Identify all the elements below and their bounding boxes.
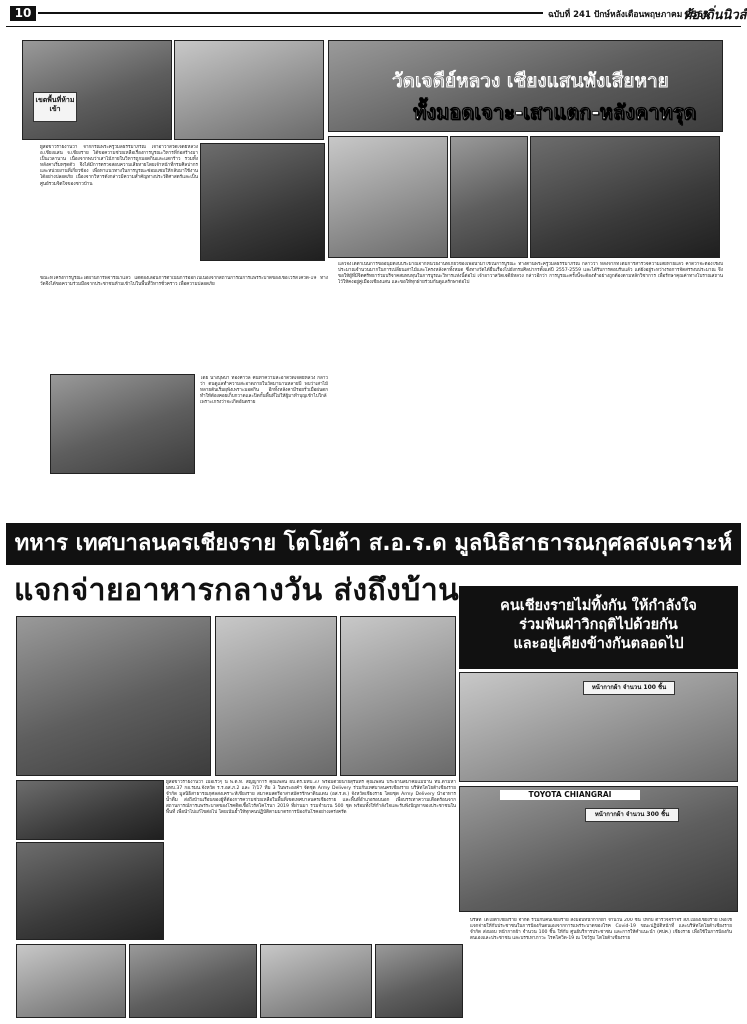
photo-group-donation	[340, 616, 456, 776]
quote-line2: ร่วมฟันฝ่าวิกฤติไปด้วยกัน	[519, 617, 678, 633]
photo-chedi	[450, 136, 528, 258]
photo-bottom-1	[16, 944, 126, 1018]
photo-soldiers-preparing-food	[16, 616, 211, 776]
board-bottom: หน้ากากผ้า จำนวน 300 ชิ้น	[585, 808, 679, 822]
photo-bottom-2	[129, 944, 257, 1018]
quote-box	[459, 586, 738, 669]
header-rule	[38, 12, 543, 14]
headline-line1: วัดเจดีย์หลวง เชียงแสนพังเสียหาย	[392, 70, 669, 92]
story-body: ผู้สื่อข่าวรายงานว่า เมื่อเร็วๆ นี้ พ.ต.ท. สัญญาการ คุณเพลิน ผบ.ตร.มทบ.37 พร้อมด้วยนายสุรินทร์ คุณเพลิน ประธานสมาคมแม่บ้าน ทบ.ตามหา มทบ.37 กอ.รมน.จังหวัด ร.ร.อส.ภ.2 และ 7/17 ทีม 3 ในพระองค์ฯ จัดชุด Army Delivery ร่วมกับเทศบาลนครเชียงราย บริษัทโตโยต้าเชียงราย จำกัด มูลนิธิสาธารณกุศลสงเคราะห์เชียงราย สมาคมสตรีอาสาสมัครรักษาดินแดน (อส.ร.ด.) จังหวัดเชียงราย โดยชุด Army Delivery นำอาหาร น้ำดื่ม ส่งถึงบ้านเรือนของผู้ที่ต้องการความช่วยเหลือในพื้นที่เขตเทศบาลนครเชียงราย และพื้นที่อำเภอรอบนอก เพื่อบรรเทาความเดือดร้อนจากสถานการณ์การแพร่ระบาดของโรคติดเชื้อไวรัสโคโรนา 2019 ที่ผ่านมา รวมจำนวน 500 ชุด พร้อมทั้งให้กำลังใจและรับฟังปัญหาของประชาชนในพื้นที่ เพื่อนำไปแก้ไขต่อไป โดยเน้นย้ำให้ทุกคนปฏิบัติตามมาตรการป้องกันโรคอย่างเคร่งครัด	[166, 780, 456, 816]
board-top: หน้ากากผ้า จำนวน 100 ชิ้น	[583, 681, 675, 695]
photo-officer-with-bottles	[215, 616, 337, 776]
handover-caption: บริษัท โตโยต้าเชียงราย จำกัด ร่วมกับคนเชียงราย ส่งมอบหน้ากากผ้า จำนวน 200 ชิ้น ให้กับ ตำรวจจราจร สภ.เมืองเชียงราย เพื่อใช้แจกจ่ายให้กับประชาชนในการป้องกันตนเองจากการแพร่ระบาดของโรค Covid-19 ขณะปฏิบัติหน้าที่ และบริษัทโตโยต้าเชียงราย จำกัด ส่งมอบ หน้ากากผ้า จำนวน 100 ชิ้น ให้กับ ศูนย์บริการประชาชน และการให้คำแนะนำ (ศปค.) เชียงราย เพื่อใช้ในการป้องกันตนเองและประชาชน และบรรเทาภาวะ โรคโควิด-19 ณ โชว์รูม โตโยต้าเชียงราย	[470, 918, 732, 942]
top-story-col1c: โดย นางบุษบา ทองคำวัล คนทำความสะอาดวัดเจดีย์หลวง กล่าวว่า ตนดูแลทำความสะอาดภายในวัดมานานหลายปี พบว่าเสาไม้หลายต้นเริ่มผุพังเพราะมอดกิน อีกทั้งหลังคามีรอยรั่วเมื่อฝนตก ทำให้ต้องคอยเก็บกวาดและปิดกั้นพื้นที่ไม่ให้ผู้มาทำบุญเข้าไปใกล้ เพราะเกรงว่าจะเกิดอันตราย	[200, 376, 328, 406]
photo-cleaner	[50, 374, 195, 474]
header-divider	[6, 26, 741, 27]
top-story-col1a: ผู้สื่อข่าวรายงานว่า จากกรณีพระครูวิมลธรรมาภรณ์ เจ้าอาวาสวัดเจดีย์หลวง อ.เชียงแสน จ.เชียงราย ได้ขอความช่วยเหลือเรื่องการบูรณะวิหารที่ก่อสร้างมาเป็นเวลานาน เนื่องจากพบว่าเสาไม้ภายในวิหารถูกมอดกินและแตกร้าว รวมทั้งหลังคาเริ่มทรุดตัว จึงได้มีการตรวจสอบความเสียหายโดยเจ้าหน้าที่กรมศิลปากรและหน่วยงานที่เกี่ยวข้อง เพื่อหาแนวทางในการบูรณะซ่อมแซมให้กลับมาใช้งานได้อย่างปลอดภัย เนื่องจากวิหารดังกล่าวมีความสำคัญทางประวัติศาสตร์และเป็นศูนย์รวมจิตใจของชาวบ้าน	[40, 145, 198, 187]
quote-line3: และอยู่เคียงข้างกันตลอดไป	[513, 636, 684, 652]
top-story-col2: แล้วจึงได้ดำเนินการขออนุมัติงบประมาณจากหน่วยงานที่เกี่ยวข้องเพื่อนำมาใช้ในการบูรณะ ทางด้านพระครูวิมลธรรมาภรณ์ กล่าวว่า หลังจากที่ได้มีการสำรวจความเสียหายแล้ว คาดว่าจะต้องใช้งบประมาณจำนวนมากในการเปลี่ยนเสาไม้และโครงหลังคาทั้งหมด ซึ่งทางวัดได้ยื่นเรื่องไปยังกรมศิลปากรตั้งแต่ปี 2557-2559 และได้รับการตอบรับแล้ว แต่ยังอยู่ระหว่างรอการจัดสรรงบประมาณ จึงขอให้ผู้ที่มีจิตศรัทธาร่วมบริจาคสมทบทุนในการบูรณะวิหารแห่งนี้ต่อไป เจ้าอาวาสวัดเจดีย์หลวง กล่าวอีกว่า การบูรณะครั้งนี้จะต้องทำอย่างถูกต้องตามหลักวิชาการ เพื่อรักษาคุณค่าทางโบราณสถานไว้ให้คงอยู่คู่เมืองเชียงแสน และขอให้ทุกฝ่ายร่วมกันดูแลรักษาต่อไป	[338, 262, 723, 286]
quote-line1: คนเชียงรายไม่ทิ้งกัน ให้กำลังใจ	[500, 598, 697, 614]
page-number: 10	[10, 6, 36, 21]
photo-buddha-hall	[200, 143, 325, 261]
photo-bottom-3	[260, 944, 372, 1018]
photo-bottom-4	[375, 944, 463, 1018]
photo-temple-interior	[22, 40, 172, 140]
headline-line2: ทั้งมอดเจาะ-เสาแตก-หลังคาทรุด	[413, 100, 697, 124]
photo-wooden-pillars	[174, 40, 324, 140]
issue-label: ฉบับที่ 241 ปักษ์หลังเดือนพฤษภาคม 2563	[548, 10, 709, 20]
photo-market-stalls	[328, 136, 448, 258]
no-entry-sign: เขตพื้นที่ห้ามเข้า	[33, 92, 77, 122]
top-story-col1b: ขณะที่โครงการบูรณะได้ผ่านการพิจารณาแล้ว แต่ต้องเลื่อนการดำเนินการออกไปเนื่องจากสถานการณ์การแพร่ระบาดของเชื้อไวรัสโควิด-19 ทางวัดจึงได้ขอความร่วมมือจากประชาชนห้ามเข้าไปในพื้นที่วิหารชั่วคราว เพื่อความปลอดภัย	[40, 276, 328, 288]
photo-mask-handover-2	[459, 786, 738, 912]
photo-temple-roof	[530, 136, 720, 258]
dealer-sign: TOYOTA CHIANGRAI	[500, 790, 640, 800]
sponsor-banner: ทหาร เทศบาลนครเชียงราย โตโยต้า ส.อ.ร.ด มูลนิธิสาธารณกุศลสงเคราะห์	[6, 523, 741, 565]
story-title: แจกจ่ายอาหารกลางวัน ส่งถึงบ้าน	[14, 573, 460, 608]
photo-delivery-motorcycle	[16, 842, 164, 940]
photo-food-packs	[16, 780, 164, 840]
publication-logo: ท้องถิ่นนิวส์	[683, 8, 747, 23]
